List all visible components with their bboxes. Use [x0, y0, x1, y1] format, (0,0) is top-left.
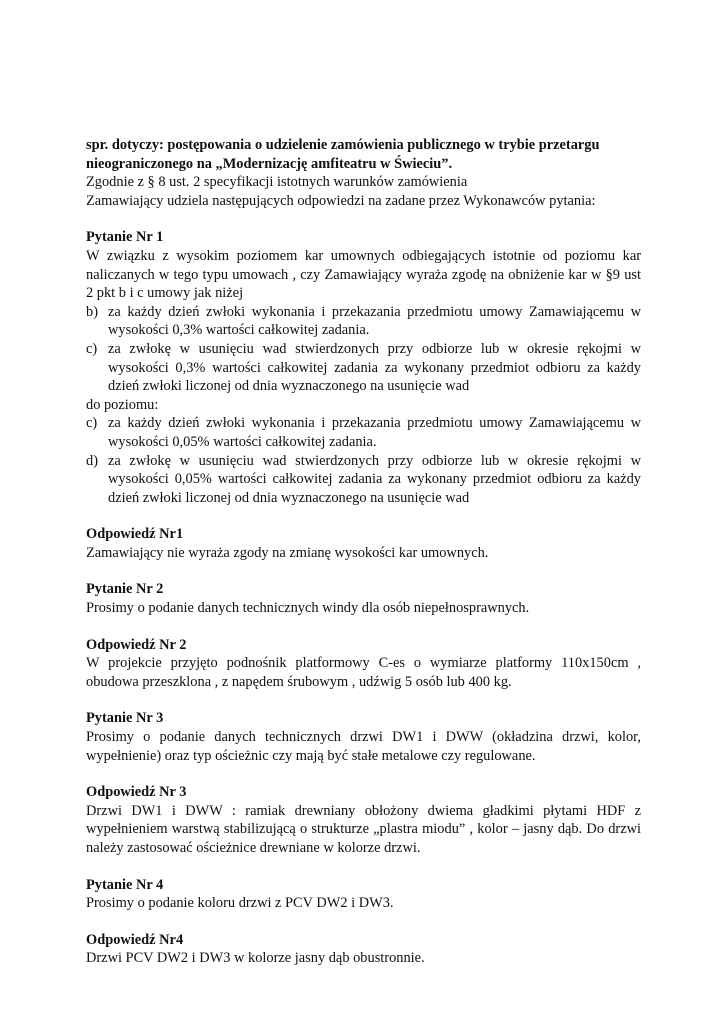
list-marker: d): [86, 452, 98, 469]
question-1: [86, 228, 641, 507]
question-2-text: Prosimy o podanie danych technicznych windy dla osób niepełnosprawnych.: [86, 600, 530, 617]
subject-line-1: spr. dotyczy: postępowania o udzielenie zamówienia publicznego w trybie przetargu: [86, 137, 600, 153]
list-marker: b): [86, 303, 98, 320]
answer-2-text: W projekcie przyjęto podnośnik platformowy C-es o wymiarze platformy 110x150cm , obudowa przeszklona , z napędem śrubowym , udźwig 5 osób lub 400 kg.: [86, 655, 641, 690]
answer-4: [86, 931, 641, 968]
question-4-title: Pytanie Nr 4: [86, 876, 164, 893]
answer-1-title: Odpowiedź Nr1: [86, 526, 184, 543]
question-1-intro: W związku z wysokim poziomem kar umownych odbiegających istotnie od poziomu kar naliczanych w tego typu umowach , czy Zamawiający wyraża zgodę na obniżenie kar w §9 ust 2 pkt b i c umowy jak niżej: [86, 247, 641, 302]
intro-line: Zamawiający udziela następujących odpowiedzi na zadane przez Wykonawców pytania:: [86, 192, 596, 209]
answer-2: [86, 636, 641, 692]
question-3: [86, 709, 641, 765]
answer-3-text: Drzwi DW1 i DWW : ramiak drewniany obłożony dwiema gładkimi płytami HDF z wypełnieniem warstwą stabilizującą o strukturze „plastra miodu” , kolor – jasny dąb. Do drzwi należy zastosować ościeżnice drewniane w kolorze drzwi.: [86, 802, 641, 856]
answer-1-text: Zamawiający nie wyraża zgody na zmianę wysokości kar umownych.: [86, 544, 489, 561]
question-2: [86, 580, 641, 617]
subject-line-2: nieograniczonego na „Modernizację amfiteatru w Świeciu”.: [86, 155, 453, 172]
list-text: za zwłokę w usunięciu wad stwierdzonych przy odbiorze lub w okresie rękojmi w wysokości 0,3% wartości całkowitej zadania za wykonany przedmiot odbioru za każdy dzień zwłoki liczonej od dnia wyznaczonego na usunięcie wad: [108, 340, 641, 395]
question-2-title: Pytanie Nr 2: [86, 581, 164, 598]
list-item: [86, 414, 641, 451]
question-1-to-label: do poziomu:: [86, 396, 159, 413]
question-4-text: Prosimy o podanie koloru drzwi z PCV DW2 i DW3.: [86, 895, 394, 912]
list-marker: c): [86, 415, 98, 432]
question-3-text: Prosimy o podanie danych technicznych drzwi DW1 i DWW (okładzina drzwi, kolor, wypełnienie) oraz typ ościeżnic czy mają być stałe metalowe czy regulowane.: [86, 729, 641, 764]
answer-3: [86, 783, 641, 857]
document-header: [86, 136, 641, 210]
list-item: [86, 452, 641, 508]
answer-1: [86, 525, 641, 562]
answer-3-title: Odpowiedź Nr 3: [86, 784, 187, 801]
document-page: [86, 136, 641, 968]
answer-4-text: Drzwi PCV DW2 i DW3 w kolorze jasny dąb obustronnie.: [86, 950, 425, 967]
list-text: za zwłokę w usunięciu wad stwierdzonych przy odbiorze lub w okresie rękojmi w wysokości 0,05% wartości całkowitej zadania za wykonany przedmiot odbioru za każdy dzień zwłoki liczonej od dnia wyznaczonego na usunięcie wad: [108, 452, 641, 506]
list-item: [86, 340, 641, 396]
question-1-title: Pytanie Nr 1: [86, 229, 164, 246]
question-4: [86, 876, 641, 913]
answer-4-title: Odpowiedź Nr4: [86, 931, 184, 948]
list-item: [86, 303, 641, 340]
legal-basis-line: Zgodnie z § 8 ust. 2 specyfikacji istotnych warunków zamówienia: [86, 174, 468, 191]
list-text: za każdy dzień zwłoki wykonania i przekazania przedmiotu umowy Zamawiającemu w wysokości 0,3% wartości całkowitej zadania.: [108, 303, 641, 339]
question-3-title: Pytanie Nr 3: [86, 710, 164, 727]
list-marker: c): [86, 340, 98, 357]
list-text: za każdy dzień zwłoki wykonania i przekazania przedmiotu umowy Zamawiającemu w wysokości 0,05% wartości całkowitej zadania.: [108, 415, 641, 450]
answer-2-title: Odpowiedź Nr 2: [86, 636, 187, 653]
